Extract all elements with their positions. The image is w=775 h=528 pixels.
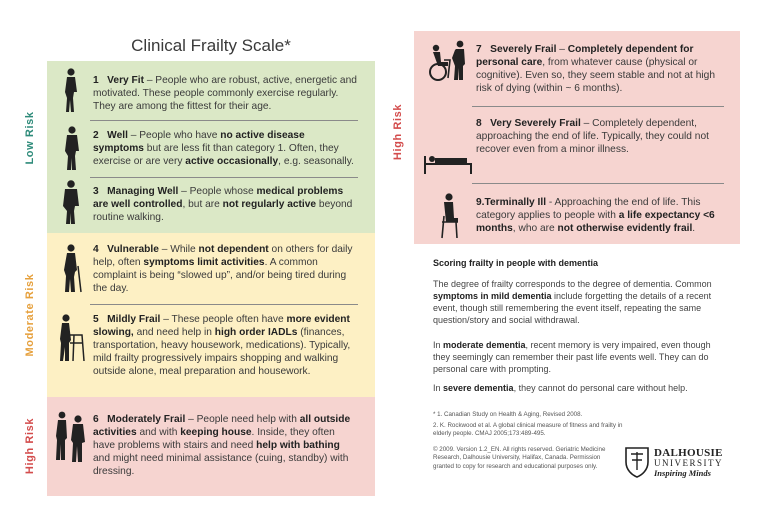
university-crest-icon	[624, 446, 650, 478]
emphasis-text: keeping house	[180, 427, 252, 438]
level-number: 7	[476, 44, 482, 55]
paragraph-text: In	[433, 383, 444, 393]
frailty-level-2	[93, 129, 358, 168]
level-name: Mildly Frail	[107, 314, 161, 325]
level-number: 2	[93, 130, 99, 141]
level-description: (finances, transportation, heavy housework, medications). Typically, mild frailty progressively impairs shopping and walking outside alone, meal preparation and housework.	[93, 327, 351, 377]
paragraph-text: , they cannot do personal care without help.	[513, 383, 688, 393]
frailty-level-8	[476, 117, 726, 156]
frailty-level-9	[476, 196, 726, 235]
person-managing-icon	[59, 180, 83, 226]
emphasis-text: all outside activities	[93, 414, 351, 438]
logo-tagline: Inspiring Minds	[654, 468, 711, 478]
frailty-level-4	[93, 243, 358, 295]
dementia-paragraph-moderate	[433, 339, 725, 375]
level-description: . Inside, they often have problems with stairs and need	[93, 427, 335, 451]
separator-line	[90, 120, 358, 121]
level-number: 3	[93, 186, 99, 197]
level-name: Very Fit	[107, 75, 144, 86]
emphasis-text: active occasionally	[185, 156, 279, 167]
level-description: –	[556, 44, 568, 55]
frailty-level-5	[93, 313, 358, 378]
dalhousie-logo	[624, 446, 744, 480]
emphasis-text: Completely dependent for personal care	[476, 44, 694, 68]
logo-name: DALHOUSIE	[654, 447, 723, 459]
page-title: Clinical Frailty Scale*	[131, 36, 291, 55]
frailty-level-6	[93, 413, 358, 478]
level-description: but are less fit than category 1. Often, they exercise or are very	[93, 143, 339, 167]
separator-line	[472, 106, 724, 107]
level-description: and might need minimal assistance (cuing, standby) with dressing.	[93, 453, 349, 477]
person-assisted-walking-icon	[53, 410, 89, 464]
dementia-paragraph-mild	[433, 278, 725, 326]
level-name: Very Severely Frail	[490, 118, 581, 129]
level-number: 4	[93, 244, 99, 255]
emphasis-text: not regularly active	[222, 199, 317, 210]
emphasis-text: symptoms limit activities	[143, 257, 265, 268]
level-description: beyond routine walking.	[93, 199, 353, 223]
emphasis-text: more evident slowing,	[93, 314, 350, 338]
emphasis-text: high order IADLs	[214, 327, 298, 338]
logo-university: UNIVERSITY	[654, 458, 723, 468]
level-name: Well	[107, 130, 128, 141]
dementia-heading: Scoring frailty in people with dementia	[433, 258, 599, 268]
level-description: – These people often have	[160, 314, 287, 325]
moderate-risk-label: Moderate Risk	[24, 273, 36, 357]
level-number: 6	[93, 414, 99, 425]
frailty-level-7	[476, 43, 726, 95]
emphasis-text: not dependent	[198, 244, 269, 255]
low-risk-label: Low Risk	[24, 111, 36, 165]
level-name: Vulnerable	[107, 244, 159, 255]
emphasis-text: a life expectancy <6 months	[476, 210, 715, 234]
level-number: 8	[476, 118, 482, 129]
emphasis-text: severe dementia	[443, 383, 514, 393]
dementia-paragraph-severe	[433, 382, 738, 394]
person-standing-fit-icon	[61, 68, 81, 114]
frailty-level-1	[93, 74, 358, 113]
level-description: , e.g. seasonally.	[278, 156, 354, 167]
level-name: Managing Well	[107, 186, 179, 197]
level-description: and with	[136, 427, 181, 438]
person-seated-chair-icon	[436, 192, 462, 240]
wheelchair-icon	[424, 38, 470, 82]
level-description: , but are	[182, 199, 223, 210]
emphasis-text: help with bathing	[256, 440, 340, 451]
footnote-1: * 1. Canadian Study on Health & Aging, Revised 2008.	[433, 411, 583, 418]
level-description: on others for daily help, often	[93, 244, 353, 268]
person-with-cane-icon	[59, 244, 85, 294]
level-name: Moderately Frail	[107, 414, 186, 425]
paragraph-text: include forgetting the details of a recent event, though still remembering the event itself, repeating the same question/story and social withdrawal.	[433, 291, 712, 325]
level-description: - Approaching the end of life. This category applies to people with	[476, 197, 701, 221]
emphasis-text: medical problems are well controlled	[93, 186, 344, 210]
separator-line	[90, 177, 358, 178]
level-description: – While	[158, 244, 199, 255]
person-standing-icon	[62, 126, 82, 172]
level-description: – Completely dependent, approaching the end of life. Typically, they could not recover even from a minor illness.	[476, 118, 709, 155]
level-description: . A common complaint is being “slowed up”, and/or being tired during the day.	[93, 257, 347, 294]
separator-line	[472, 183, 724, 184]
frailty-level-3	[93, 185, 358, 224]
level-description: and need help in	[133, 327, 215, 338]
person-with-walker-icon	[56, 313, 86, 363]
copyright-text: © 2009. Version 1.2_EN. All rights reserved. Geriatric Medicine Research, Dalhousie University, Halifax, Canada. Permission granted to copy for research and educational purposes only.	[433, 446, 606, 470]
high-risk-label-right: High Risk	[392, 103, 404, 161]
paragraph-text: The degree of frailty corresponds to the degree of dementia. Common	[433, 279, 712, 289]
emphasis-text: no active disease symptoms	[93, 130, 305, 154]
level-number: 1	[93, 75, 99, 86]
level-name: Terminally Ill	[484, 197, 547, 208]
high-risk-label-left: High Risk	[24, 417, 36, 475]
level-description: – People who have	[127, 130, 221, 141]
level-name: Severely Frail	[490, 44, 557, 55]
level-description: , from whatever cause (physical or cognitive). Even so, they seem stable and not at high risk of dying (within ~ 6 months).	[476, 57, 715, 94]
level-description: – People need help with	[185, 414, 300, 425]
emphasis-text: symptoms in mild dementia	[433, 291, 552, 301]
paragraph-text: , recent memory is very impaired, even though they seemingly can remember their past life events well. They can do personal care with prompting.	[433, 340, 711, 374]
person-in-bed-icon	[423, 150, 473, 176]
separator-line	[90, 304, 358, 305]
emphasis-text: not otherwise evidently frail	[557, 223, 693, 234]
level-description: – People who are robust, active, energetic and motivated. These people commonly exercise regularly. They are among the fittest for their age.	[93, 75, 357, 112]
emphasis-text: moderate dementia	[443, 340, 526, 350]
level-description: – People whose	[178, 186, 257, 197]
level-description: , who are	[512, 223, 558, 234]
footnote-2: 2. K. Rockwood et al. A global clinical measure of fitness and frailty in elderly people. CMAJ 2005;173:489-495.	[433, 422, 623, 438]
paragraph-text: In	[433, 340, 444, 350]
level-number: 9.	[476, 197, 485, 208]
level-description: .	[692, 223, 696, 234]
level-number: 5	[93, 314, 99, 325]
